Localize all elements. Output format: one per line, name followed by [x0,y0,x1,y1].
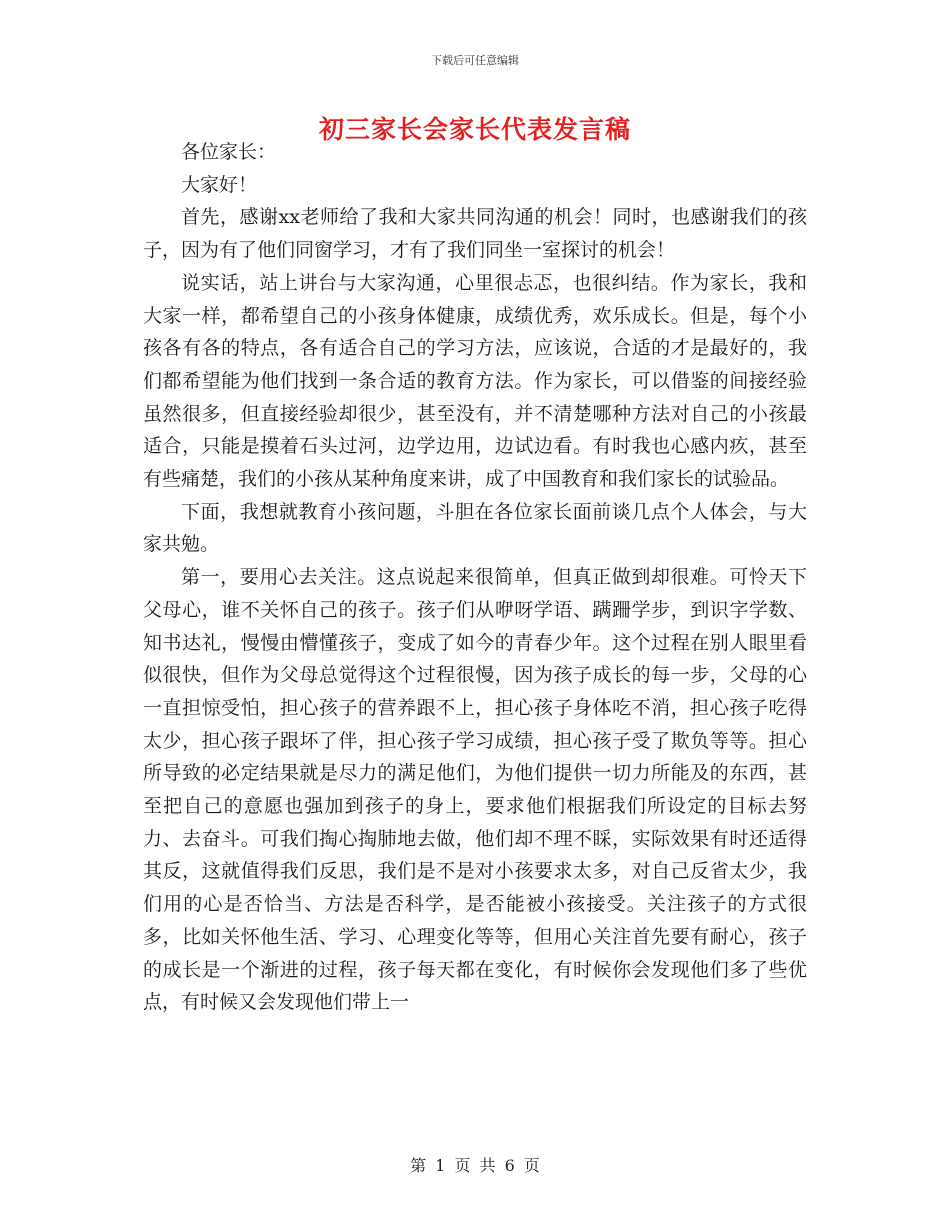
document-title: 初三家长会家长代表发言稿 [318,115,631,144]
paragraph-feelings: 说实话，站上讲台与大家沟通，心里很忐忑，也很纠结。作为家长，我和大家一样，都希望自己的小孩身体健康，成绩优秀，欢乐成长。但是，每个小孩各有各的特点，各有适合自己的学习方法，应该说，合适的才是最好的，我们都希望能为他们找到一条合适的教育方法。作为家长，可以借鉴的间接经验虽然很多，但直接经验却很少，甚至没有，并不清楚哪种方法对自己的小孩最适合，只能是摸着石头过河，边学边用，边试边看。有时我也心感内疚，甚至有些痛楚，我们的小孩从某种角度来讲，成了中国教育和我们家长的试验品。 [143,271,807,491]
salutation: 各位家长： [181,141,277,163]
document-body [143,136,807,1019]
paragraph-thanks: 首先，感谢xx老师给了我和大家共同沟通的机会！同时，也感谢我们的孩子，因为有了他们同窗学习，才有了我们同坐一室探讨的机会！ [143,206,807,262]
greeting: 大家好！ [181,173,258,196]
paragraph-point-one: 第一，要用心去关注。这点说起来很简单，但真正做到却很难。可怜天下父母心，谁不关怀自己的孩子。孩子们从咿呀学语、蹒跚学步，到识字学数、知书达礼，慢慢由懵懂孩子，变成了如今的青春少年。这个过程在别人眼里看似很快，但作为父母总觉得这个过程很慢，因为孩子成长的每一步，父母的心一直担惊受怕，担心孩子的营养跟不上，担心孩子身体吃不消，担心孩子吃得太少，担心孩子跟坏了伴，担心孩子学习成绩，担心孩子受了欺负等等。担心所导致的必定结果就是尽力的满足他们，为他们提供一切力所能及的东西，甚至把自己的意愿也强加到孩子的身上，要求他们根据我们所设定的目标去努力、去奋斗。可我们掏心掏肺地去做，他们却不理不睬，实际效果有时还适得其反，这就值得我们反思，我们是不是对小孩要求太多，对自己反省太少，我们用的心是否恰当、方法是否科学，是否能被小孩接受。关注孩子的方式很多，比如关怀他生活、学习、心理变化等等，但用心关注首先要有耐心，孩子的成长是一个渐进的过程，孩子每天都在变化，有时候你会发现他们多了些优点，有时候又会发现他们带上一 [143,566,807,1014]
page-footer-number: 第 1 页 共 6 页 [410,1156,540,1175]
page-header-note: 下载后可任意编辑 [431,54,519,67]
paragraph-intro: 下面，我想就教育小孩问题，斗胆在各位家长面前谈几点个人体会，与大家共勉。 [143,500,807,556]
